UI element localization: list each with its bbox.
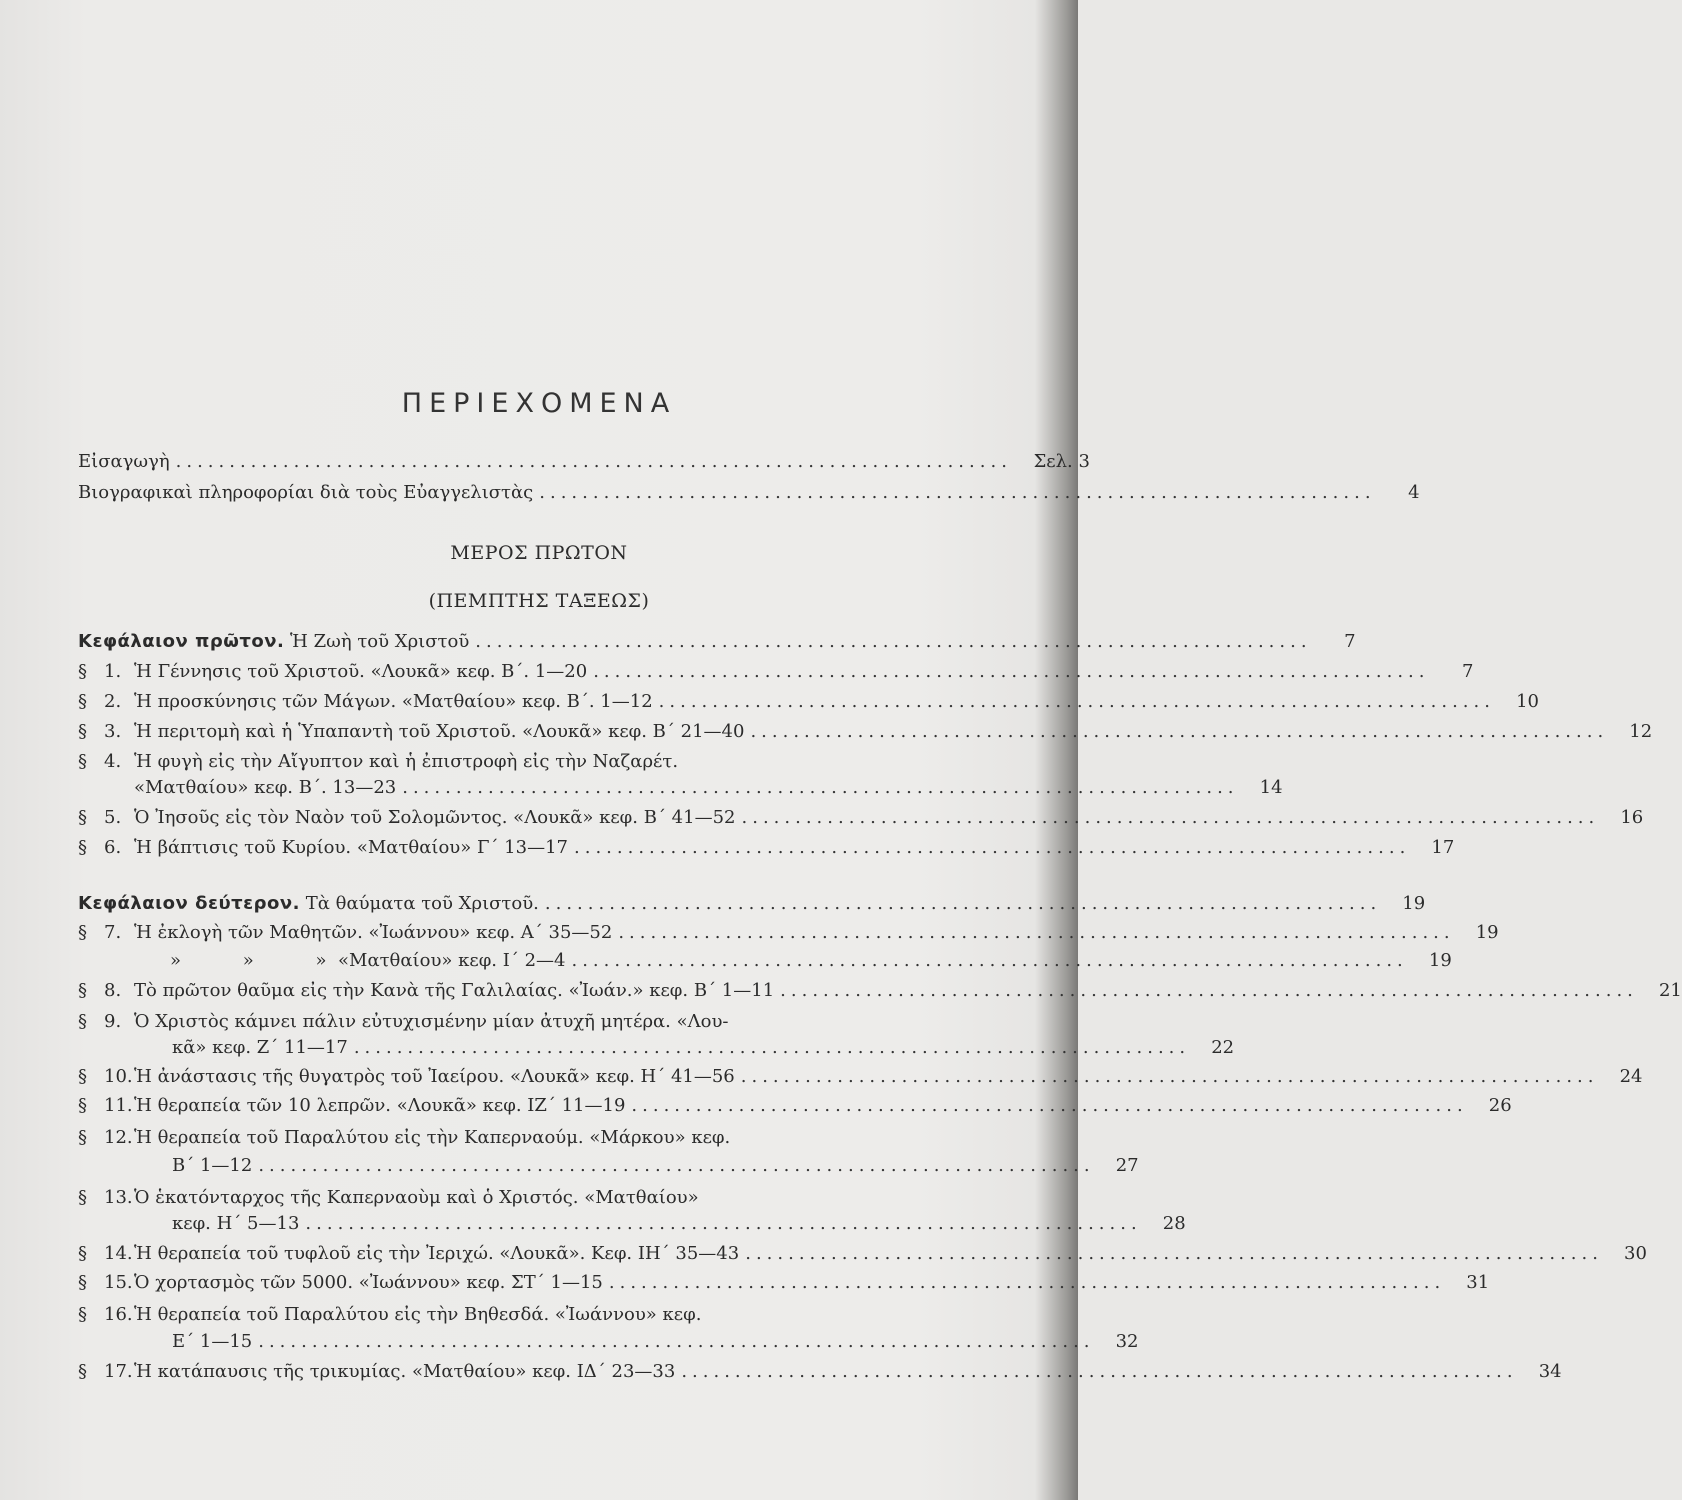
entry-page: 21 xyxy=(1658,980,1682,1001)
chapter-label: Κεφάλαιον πρῶτον. xyxy=(78,631,285,652)
dot-leader: .............................................................................. xyxy=(175,451,1012,472)
toc-entry-5 xyxy=(78,806,1644,830)
entry-text: Ἡ θεραπεία τοῦ τυφλοῦ εἰς τὴν Ἰεριχώ. «Λουκᾶ». Κεφ. ΙΗ΄ 35—43 xyxy=(134,1243,740,1264)
entry-text: Ἡ κατάπαυσις τῆς τρικυμίας. «Ματθαίου» κεφ. ΙΔ΄ 23—33 xyxy=(134,1361,676,1382)
entry-text: «Ματθαίου» κεφ. Ι΄ 2—4 xyxy=(338,950,566,971)
dot-leader: .............................................................................. xyxy=(618,922,1455,943)
entry-text: Ὁ Ἰησοῦς εἰς τὸν Ναὸν τοῦ Σολομῶντος. «Λουκᾶ» κεφ. Β΄ 41—52 xyxy=(134,807,736,828)
entry-page: 19 xyxy=(1475,922,1499,943)
toc-entry-6 xyxy=(78,836,1455,860)
toc-entry-1 xyxy=(78,660,1474,684)
section-mark: § xyxy=(78,661,87,682)
entry-number: 11. xyxy=(104,1095,133,1116)
entry-number: 16. xyxy=(104,1304,133,1325)
section-mark: § xyxy=(78,1011,87,1032)
entry-number: 2. xyxy=(104,691,122,712)
toc-entry-12 xyxy=(78,1126,906,1150)
toc-entry-2 xyxy=(78,690,1539,714)
entry-page: 28 xyxy=(1162,1213,1186,1234)
toc-entry-4 xyxy=(78,750,906,774)
entry-page: 31 xyxy=(1466,1272,1490,1293)
toc-entry-9 xyxy=(78,1010,906,1034)
entry-page: 34 xyxy=(1538,1361,1562,1382)
dot-leader: .............................................................................. xyxy=(258,1155,1095,1176)
toc-entry-16-continued xyxy=(172,1330,1139,1354)
page-title: ΠΕΡΙΕΧΟΜΕΝΑ xyxy=(401,388,677,419)
dot-leader: .............................................................................. xyxy=(593,661,1430,682)
entry-text: Ὁ ἑκατόνταρχος τῆς Καπερναοὺμ καὶ ὁ Χριστός. «Ματθαίου» xyxy=(134,1187,699,1208)
toc-entry-introduction xyxy=(78,450,1090,474)
toc-entry-15 xyxy=(78,1271,1490,1295)
part-subtitle: (ΠΕΜΠΤΗΣ ΤΑΞΕΩΣ) xyxy=(428,590,650,612)
entry-number: 9. xyxy=(104,1011,122,1032)
entry-page: 30 xyxy=(1624,1243,1647,1264)
section-mark: § xyxy=(78,721,87,742)
section-mark: § xyxy=(78,691,87,712)
section-mark: § xyxy=(78,837,87,858)
section-mark: § xyxy=(78,922,87,943)
entry-number: 10. xyxy=(104,1066,133,1087)
section-mark: § xyxy=(78,1243,87,1264)
dot-leader: .............................................................................. xyxy=(353,1037,1191,1058)
entry-number: 7. xyxy=(104,922,122,943)
part-title: ΜΕΡΟΣ ΠΡΩΤΟΝ xyxy=(450,542,628,564)
chapter-title: Τὰ θαύματα τοῦ Χριστοῦ. xyxy=(305,893,539,914)
toc-entry-13 xyxy=(78,1186,906,1210)
section-mark: § xyxy=(78,1066,87,1087)
entry-page: Σελ. 3 xyxy=(1033,451,1090,472)
entry-number: 13. xyxy=(104,1187,133,1208)
section-mark: § xyxy=(78,1095,87,1116)
entry-text: Ἡ θεραπεία τῶν 10 λεπρῶν. «Λουκᾶ» κεφ. ΙΖ΄ 11—19 xyxy=(134,1095,626,1116)
entry-text: Ὁ χορτασμὸς τῶν 5000. «Ἰωάννου» κεφ. ΣΤ΄ 1—15 xyxy=(134,1272,603,1293)
entry-page: 22 xyxy=(1211,1037,1235,1058)
entry-number: 8. xyxy=(104,980,122,1001)
section-mark: § xyxy=(78,1127,87,1148)
entry-text: Ἡ θεραπεία τοῦ Παραλύτου εἰς τὴν Βηθεσδά. «Ἰωάννου» κεφ. xyxy=(134,1304,702,1325)
entry-page: 19 xyxy=(1402,893,1426,914)
entry-page: 4 xyxy=(1408,482,1420,503)
toc-entry-3 xyxy=(78,720,1653,744)
dot-leader: .............................................................................. xyxy=(544,893,1382,914)
chapter-title-line xyxy=(78,630,469,654)
entry-number: 5. xyxy=(104,807,122,828)
entry-number: 1. xyxy=(104,661,122,682)
entry-text-continued: κεφ. Η΄ 5—13 xyxy=(172,1213,300,1234)
toc-entry-biography xyxy=(78,481,1420,505)
dot-leader: ................................................................................ xyxy=(741,807,1600,828)
entry-text-continued: «Ματθαίου» κεφ. Β΄. 13—23 xyxy=(134,777,397,798)
entry-number: 12. xyxy=(104,1127,133,1148)
dot-leader: .............................................................................. xyxy=(305,1213,1142,1234)
toc-entry-7b xyxy=(78,949,1452,973)
entry-number: 14. xyxy=(104,1243,133,1264)
toc-entry-7 xyxy=(78,921,1499,945)
section-mark: § xyxy=(78,1304,87,1325)
entry-page: 7 xyxy=(1344,631,1356,652)
dot-leader: .............................................................................. xyxy=(658,691,1495,712)
entry-number: 3. xyxy=(104,721,122,742)
section-mark: § xyxy=(78,807,87,828)
section-mark: § xyxy=(78,980,87,1001)
entry-page: 12 xyxy=(1629,721,1653,742)
entry-page: 19 xyxy=(1428,950,1452,971)
entry-text: Ἡ φυγὴ εἰς τὴν Αἴγυπτον καὶ ἡ ἐπιστροφὴ εἰς τὴν Ναζαρέτ. xyxy=(134,751,679,772)
dot-leader: .............................................................................. xyxy=(608,1272,1446,1293)
entry-page: 7 xyxy=(1462,661,1474,682)
entry-text: Ὁ Χριστὸς κάμνει πάλιν εὐτυχισμένην μίαν ἀτυχῆ μητέρα. «Λου- xyxy=(134,1011,729,1032)
dot-leader: ................................................................................ xyxy=(780,980,1638,1001)
entry-number: 15. xyxy=(104,1272,133,1293)
entry-text: Ἡ περιτομὴ καὶ ἡ Ὑπαπαντὴ τοῦ Χριστοῦ. «Λουκᾶ» κεφ. Β΄ 21—40 xyxy=(134,721,745,742)
dot-leader: ................................................................................ xyxy=(740,1066,1599,1087)
toc-entry-11 xyxy=(78,1094,1512,1118)
entry-page: 27 xyxy=(1115,1155,1139,1176)
entry-text-continued: Ε΄ 1—15 xyxy=(172,1331,253,1352)
entry-text: Βιογραφικαὶ πληροφορίαι διὰ τοὺς Εὐαγγελιστὰς xyxy=(78,482,534,503)
section-mark: § xyxy=(78,1187,87,1208)
toc-entry-4-continued xyxy=(134,776,1283,800)
entry-text: Ἡ Γέννησις τοῦ Χριστοῦ. «Λουκᾶ» κεφ. Β΄. 1—20 xyxy=(134,661,588,682)
chapter-title: Ἡ Ζωὴ τοῦ Χριστοῦ xyxy=(290,631,470,652)
section-mark: § xyxy=(78,1272,87,1293)
ditto-marks: » » » xyxy=(170,950,355,971)
entry-page: 26 xyxy=(1488,1095,1512,1116)
entry-text: Εἰσαγωγὴ xyxy=(78,451,170,472)
toc-entry-17 xyxy=(78,1360,1562,1384)
entry-page: 32 xyxy=(1115,1331,1139,1352)
toc-entry-10 xyxy=(78,1065,1643,1089)
entry-text: Ἡ θεραπεία τοῦ Παραλύτου εἰς τὴν Καπερναούμ. «Μάρκου» κεφ. xyxy=(134,1127,731,1148)
chapter-heading-2 xyxy=(78,892,1426,916)
entry-text: Ἡ βάπτισις τοῦ Κυρίου. «Ματθαίου» Γ΄ 13—17 xyxy=(134,837,568,858)
dot-leader: .............................................................................. xyxy=(258,1331,1095,1352)
dot-leader: ................................................................................ xyxy=(750,721,1609,742)
chapter-heading-1 xyxy=(78,630,1356,654)
entry-page: 17 xyxy=(1431,837,1455,858)
dot-leader: .............................................................................. xyxy=(574,837,1411,858)
dot-leader: .............................................................................. xyxy=(631,1095,1468,1116)
section-mark: § xyxy=(78,1361,87,1382)
toc-entry-14 xyxy=(78,1242,1647,1266)
entry-page: 14 xyxy=(1259,777,1283,798)
chapter-title-line xyxy=(78,892,539,916)
dot-leader: .............................................................................. xyxy=(571,950,1408,971)
entry-number: 4. xyxy=(104,751,122,772)
entry-page: 24 xyxy=(1619,1066,1643,1087)
dot-leader: .............................................................................. xyxy=(475,631,1312,652)
toc-entry-8 xyxy=(78,979,1682,1003)
entry-number: 6. xyxy=(104,837,122,858)
dot-leader: ................................................................................ xyxy=(745,1243,1603,1264)
entry-text-continued: Β΄ 1—12 xyxy=(172,1155,253,1176)
entry-number: 17. xyxy=(104,1361,133,1382)
toc-entry-16 xyxy=(78,1303,906,1327)
toc-entry-9-continued xyxy=(172,1036,1235,1060)
toc-entry-13-continued xyxy=(172,1212,1186,1236)
entry-text: Ἡ ἐκλογὴ τῶν Μαθητῶν. «Ἰωάννου» κεφ. Α΄ 35—52 xyxy=(134,922,613,943)
section-mark: § xyxy=(78,751,87,772)
chapter-label: Κεφάλαιον δεύτερον. xyxy=(78,893,300,914)
entry-text: Τὸ πρῶτον θαῦμα εἰς τὴν Κανὰ τῆς Γαλιλαίας. «Ἰωάν.» κεφ. Β΄ 1—11 xyxy=(134,980,775,1001)
entry-text: Ἡ προσκύνησις τῶν Μάγων. «Ματθαίου» κεφ. Β΄. 1—12 xyxy=(134,691,653,712)
dot-leader: .............................................................................. xyxy=(402,777,1239,798)
dot-leader: .............................................................................. xyxy=(681,1361,1518,1382)
dot-leader: .............................................................................. xyxy=(539,482,1376,503)
entry-page: 16 xyxy=(1620,807,1644,828)
entry-text-continued: κᾶ» κεφ. Ζ΄ 11—17 xyxy=(172,1037,348,1058)
toc-entry-12-continued xyxy=(172,1154,1139,1178)
entry-text: Ἡ ἀνάστασις τῆς θυγατρὸς τοῦ Ἰαείρου. «Λουκᾶ» κεφ. Η΄ 41—56 xyxy=(134,1066,735,1087)
entry-page: 10 xyxy=(1516,691,1539,712)
